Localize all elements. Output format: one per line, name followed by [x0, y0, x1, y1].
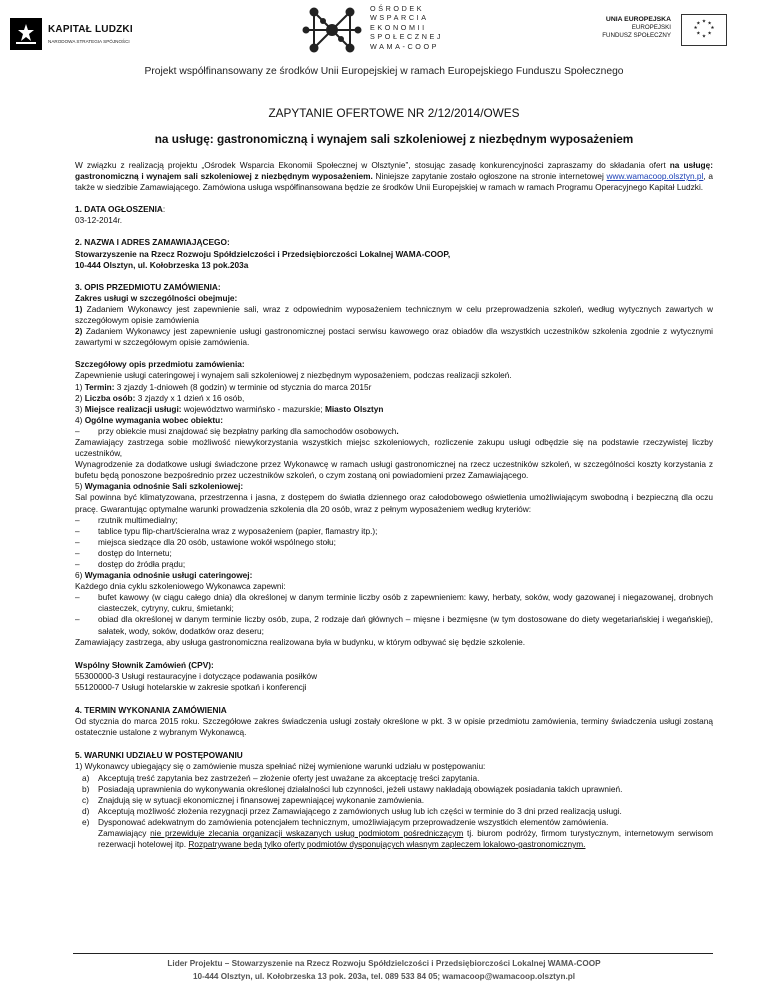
svg-text:★: ★ [693, 26, 698, 32]
document-body [75, 93, 713, 850]
svg-text:★: ★ [707, 21, 712, 27]
list-item: – tablice typu flip-chart/ścieralna wraz z wyposażeniem (papier, flamastry itp.); [75, 526, 713, 537]
page-header [0, 0, 768, 77]
footer-contact: 10-444 Olsztyn, ul. Kołobrzeska 13 pok. 203a, tel. 089 533 84 05; wamacoop@wamacoop.olsztyn.pl [192, 972, 576, 981]
svg-text:★: ★ [701, 19, 707, 25]
conditions-list [75, 773, 713, 828]
list-item: d) Akceptują możliwość złożenia rezygnacji przez Zamawiającego z zamówionych usług lub ich części w terminie do 3 dni przed realizacją usługi. [82, 805, 622, 816]
kapital-ludzki-logo [10, 18, 160, 52]
svg-text:★: ★ [696, 31, 701, 37]
owes-wordmark: OŚRODEK WSPARCIA EKONOMII SPOŁECZNEJ WAMA-COOP [370, 4, 444, 51]
section-heading: Szczegółowy opis przedmiotu zamówienia: [75, 359, 245, 370]
intermediary-clause: Zamawiający nie przewiduje zlecania organizacji wskazanych usług podmiotom pośredniczącym tj. biurom podróży, firmom turystycznym, internetowym serwisom rezerwacji hotelowej itp. Rozpatrywane będą tylko oferty podmiotów dysponujących własnym zapleczem lokalowo-gastronomicznym. [98, 827, 713, 850]
list-item: – dostęp do Internetu; [75, 548, 713, 559]
kapital-ludzki-subtitle: NARODOWA STRATEGIA SPÓJNOŚCI [48, 39, 130, 44]
page-title: ZAPYTANIE OFERTOWE NR 2/12/2014/OWES [268, 106, 520, 120]
eu-flag-icon [681, 14, 727, 46]
project-cofinancing-line: Projekt współfinansowany ze środków Unii Europejskiej w ramach Europejskiego Funduszu Społecznego [144, 66, 624, 77]
equipment-list [75, 515, 713, 570]
list-item: a) Akceptują treść zapytania bez zastrzeżeń – złożenie oferty jest uważane za akceptację treści zapytania. [82, 772, 480, 783]
section-date: 1. DATA OGŁOSZENIA: 03-12-2014r. [75, 204, 166, 226]
list-item: – miejsca siedzące dla 20 osób, ustawione wokół wspólnego stołu; [75, 537, 713, 548]
kapital-ludzki-title: KAPITAŁ LUDZKI [48, 24, 133, 35]
section-deadline: 4. TERMIN WYKONANIA ZAMÓWIENIA Od stycznia do marca 2015 roku. Szczegółowe zakres świadczenia usługi zostały określone w pkt. 3 w opisie przedmiotu zamówienia, terminy świadczenia usługi zostaną ostatecznie ustalone z wybranym Wykonawcą. [75, 705, 713, 738]
section-subject: 3. OPIS PRZEDMIOTU ZAMÓWIENIA: Zakres usługi w szczególności obejmuje: 1) Zadaniem Wykonawcy jest zapewnienie sali, wraz z odpowiednim wyposażeniem technicznym w celu przeprowadzenia szkoleń, według wytycznych zawartych w szczegółowym opisie zamówienia 2) Zadaniem Wykonawcy jest zapewnienie usługi gastronomicznej postaci serwisu kawowego oraz obiadów dla wszystkich uczestników szkolenia zgodnie z wytycznymi zawartymi w szczegółowym opisie zamówienia. [75, 281, 713, 348]
list-item: – rzutnik multimedialny; [75, 515, 713, 526]
section-heading: 5. WARUNKI UDZIAŁU W POSTĘPOWANIU [75, 750, 243, 761]
section-ordering-party: 2. NAZWA I ADRES ZAMAWIAJĄCEGO: Stowarzyszenie na Rzecz Rozwoju Spółdzielczości i Przedsiębiorczości Lokalnej WAMA-COOP, 10-444 Olsztyn, ul. Kołobrzeska 13 pok.203a [75, 237, 451, 270]
venue-requirements-list [75, 426, 713, 437]
svg-text:★: ★ [696, 21, 701, 27]
eu-logo [585, 14, 765, 58]
list-item: b) Posiadają uprawnienia do wykonywania określonej działalności lub czynności, jeżeli ustawy nakładają obowiązek posiadania takich uprawnień. [82, 783, 623, 794]
owes-logo [300, 2, 460, 60]
section-heading: Wspólny Słownik Zamówień (CPV): [75, 659, 214, 670]
section-cpv: Wspólny Słownik Zamówień (CPV): 55300000-3 Usługi restauracyjne i dotyczące podawania posiłków 55120000-7 Usługi hotelarskie w zakresie spotkań i konferencji [75, 659, 318, 692]
kapital-ludzki-emblem-icon [10, 18, 42, 50]
section-heading: 4. TERMIN WYKONANIA ZAMÓWIENIA [75, 705, 227, 716]
list-item: e) Dysponować adekwatnym do zamówienia potencjałem technicznym, umożliwiającym przeprowadzenie wszystkich elementów zamówienia. [82, 816, 609, 827]
intro-paragraph: W związku z realizacją projektu „Ośrodek Wsparcia Ekonomii Społecznej w Olsztynie”, stosując zasadę konkurencyjności zapraszamy do składania ofert na usługę: gastronomiczną i wynajem sali szkoleniowej z niezbędnym wyposażeniem. Niniejsze zapytanie zostało ogłoszone na stronie internetowej www.wamacoop.olsztyn.pl, a także w siedzibie Zamawiającego. Zamówiona usługa współfinansowana będzie ze środków Unii Europejskiej w ramach w ramach Programu Operacyjnego Kapitał Ludzki. [75, 160, 713, 193]
section-heading: 3. OPIS PRZEDMIOTU ZAMÓWIENIA: [75, 281, 221, 292]
section-conditions: 5. WARUNKI UDZIAŁU W POSTĘPOWANIU 1) Wykonawcy ubiegający się o zamówienie musza spełniać niżej wymienione warunki udziału w postępowaniu: a) Akceptują treść zapytania bez zastrzeżeń – złożenie oferty jest uważane za akceptację treści zapytania. b) Posiadają uprawnienia do wykonywania określonej działalności lub czynności, jeżeli ustawy nakładają obowiązek posiadania takich uprawnień. c) Znajdują się w sytuacji ekonomicznej i finansowej zapewniającej wykonanie zamówienia. d) Akceptują możliwość złożenia rezygnacji przez Zamawiającego z zamówionych usług lub ich części w terminie do 3 dni przed realizacją usługi. e) Dysponować adekwatnym do zamówienia potencjałem technicznym, umożliwiającym przeprowadzenie wszystkich elementów zamówienia. Zamawiający nie przewiduje zlecania organizacji wskazanych usług podmiotom pośredniczącym tj. biurom podróży, firmom turystycznym, internetowym serwisom rezerwacji hotelowej itp. Rozpatrywane będą tylko oferty podmiotów dysponujących własnym zapleczem lokalowo-gastronomicznym. [75, 750, 713, 850]
catering-list [75, 592, 713, 636]
page-subtitle: na usługę: gastronomiczną i wynajem sali szkoleniowej z niezbędnym wyposażeniem [154, 132, 634, 146]
list-item: – przy obiekcie musi znajdować się bezpłatny parking dla samochodów osobowych. [75, 426, 713, 437]
footer-divider [73, 953, 713, 954]
list-item: – bufet kawowy (w ciągu całego dnia) dla określonej w danym terminie liczby osób z zapewnieniem: kawy, herbaty, soków, wody gazowanej i niegazowanej, drobnych ciasteczek, cytryny, cukru, śmietanki; [75, 592, 713, 614]
section-detailed-description: Szczegółowy opis przedmiotu zamówienia: Zapewnienie usługi cateringowej i wynajem sali szkoleniowej z niezbędnym wyposażeniem, podczas realizacji szkoleń. 1) Termin: 3 zjazdy 1-dnioweh (8 godzin) w terminie od stycznia do marca 2015r 2) Liczba osób: 3 zjazdy x 1 dzień x 16 osób, 3) Miejsce realizacji usługi: województwo warmińsko - mazurskie; Miasto Olsztyn 4) Ogólne wymagania wobec obiektu: – przy obiekcie musi znajdować się bezpłatny parking dla samochodów osobowych. Zamawiający zastrzega sobie możliwość niewykorzystania wszystkich miejsc szkoleniowych, rozliczenie zakupu usługi odbędzie się na podstawie rzeczywistej liczby uczestników, Wynagrodzenie za dodatkowe usługi świadczone przez Wykonawcę w ramach usługi gastronomicznej na rzecz uczestników szkoleń, w szczególności koszty korzystania z bufetu będą ponoszone bezpośrednio przez uczestników szkoleń, o czym zostaną oni powiadomieni przez Zamawiającego. 5) Wymagania odnośnie Sali szkoleniowej: Sal powinna być klimatyzowana, przestrzenna i jasna, z dostępem do światła dziennego oraz całodobowego oświetlenia umożliwiającym swobodną i bezpieczną dla oczu pracę. Gwarantując optymalne warunki prowadzenia szkolenia dla 20 osób, wraz z pełnym wyposażeniem według kryteriów: – rzutnik multimedialny; – tablice typu flip-chart/ścieralna wraz z wyposażeniem (papier, flamastry itp.); – miejsca siedzące dla 20 osób, ustawione wokół wspólnego stołu; – dostęp do Internetu; – dostęp do źródła prądu; 6) Wymagania odnośnie usługi cateringowej: Każdego dnia cyklu szkoleniowego Wykonawca zapewni: – bufet kawowy (w ciągu całego dnia) dla określonej w danym terminie liczby osób z zapewnieniem: kawy, herbaty, soków, wody gazowanej i niegazowanej, drobnych ciasteczek, cytryny, cukru, śmietanki; – obiad dla określonej w danym terminie liczby osób, zupa, 2 rodzaje dań głównych – mięsne i bezmięsne (w tym dostosowane do diety wegetariańskiej i wegańskiej), sałatek, wody, soków, dodatków oraz deseru; Zamawiający zastrzega, aby usługa gastronomiczna realizowana była w budynku, w którym odbywać się będzie szkolenie. [75, 359, 713, 647]
owes-network-icon [300, 2, 364, 58]
section-heading: 2. NAZWA I ADRES ZAMAWIAJĄCEGO: [75, 237, 230, 248]
svg-text:★: ★ [707, 31, 712, 37]
eu-text: UNIA EUROPEJSKA EUROPEJSKI FUNDUSZ SPOŁECZNY [602, 16, 671, 40]
svg-text:★: ★ [710, 26, 715, 32]
svg-text:★: ★ [701, 34, 707, 40]
list-item: c) Znajdują się w sytuacji ekonomicznej i finansowej zapewniającej wykonanie zamówienia. [82, 794, 425, 805]
list-item: – dostęp do źródła prądu; [75, 559, 713, 570]
section-heading: 1. DATA OGŁOSZENIA [75, 204, 163, 215]
website-link[interactable]: www.wamacoop.olsztyn.pl [606, 171, 704, 182]
list-item: – obiad dla określonej w danym terminie liczby osób, zupa, 2 rodzaje dań głównych – mięsne i bezmięsne (w tym dostosowane do diety wegetariańskiej i wegańskiej), sałatek, wody, soków, dodatków oraz deseru; [75, 614, 713, 636]
footer-project-leader: Lider Projektu – Stowarzyszenie na Rzecz Rozwoju Spółdzielczości i Przedsiębiorczości Lokalnej WAMA-COOP [167, 959, 601, 968]
